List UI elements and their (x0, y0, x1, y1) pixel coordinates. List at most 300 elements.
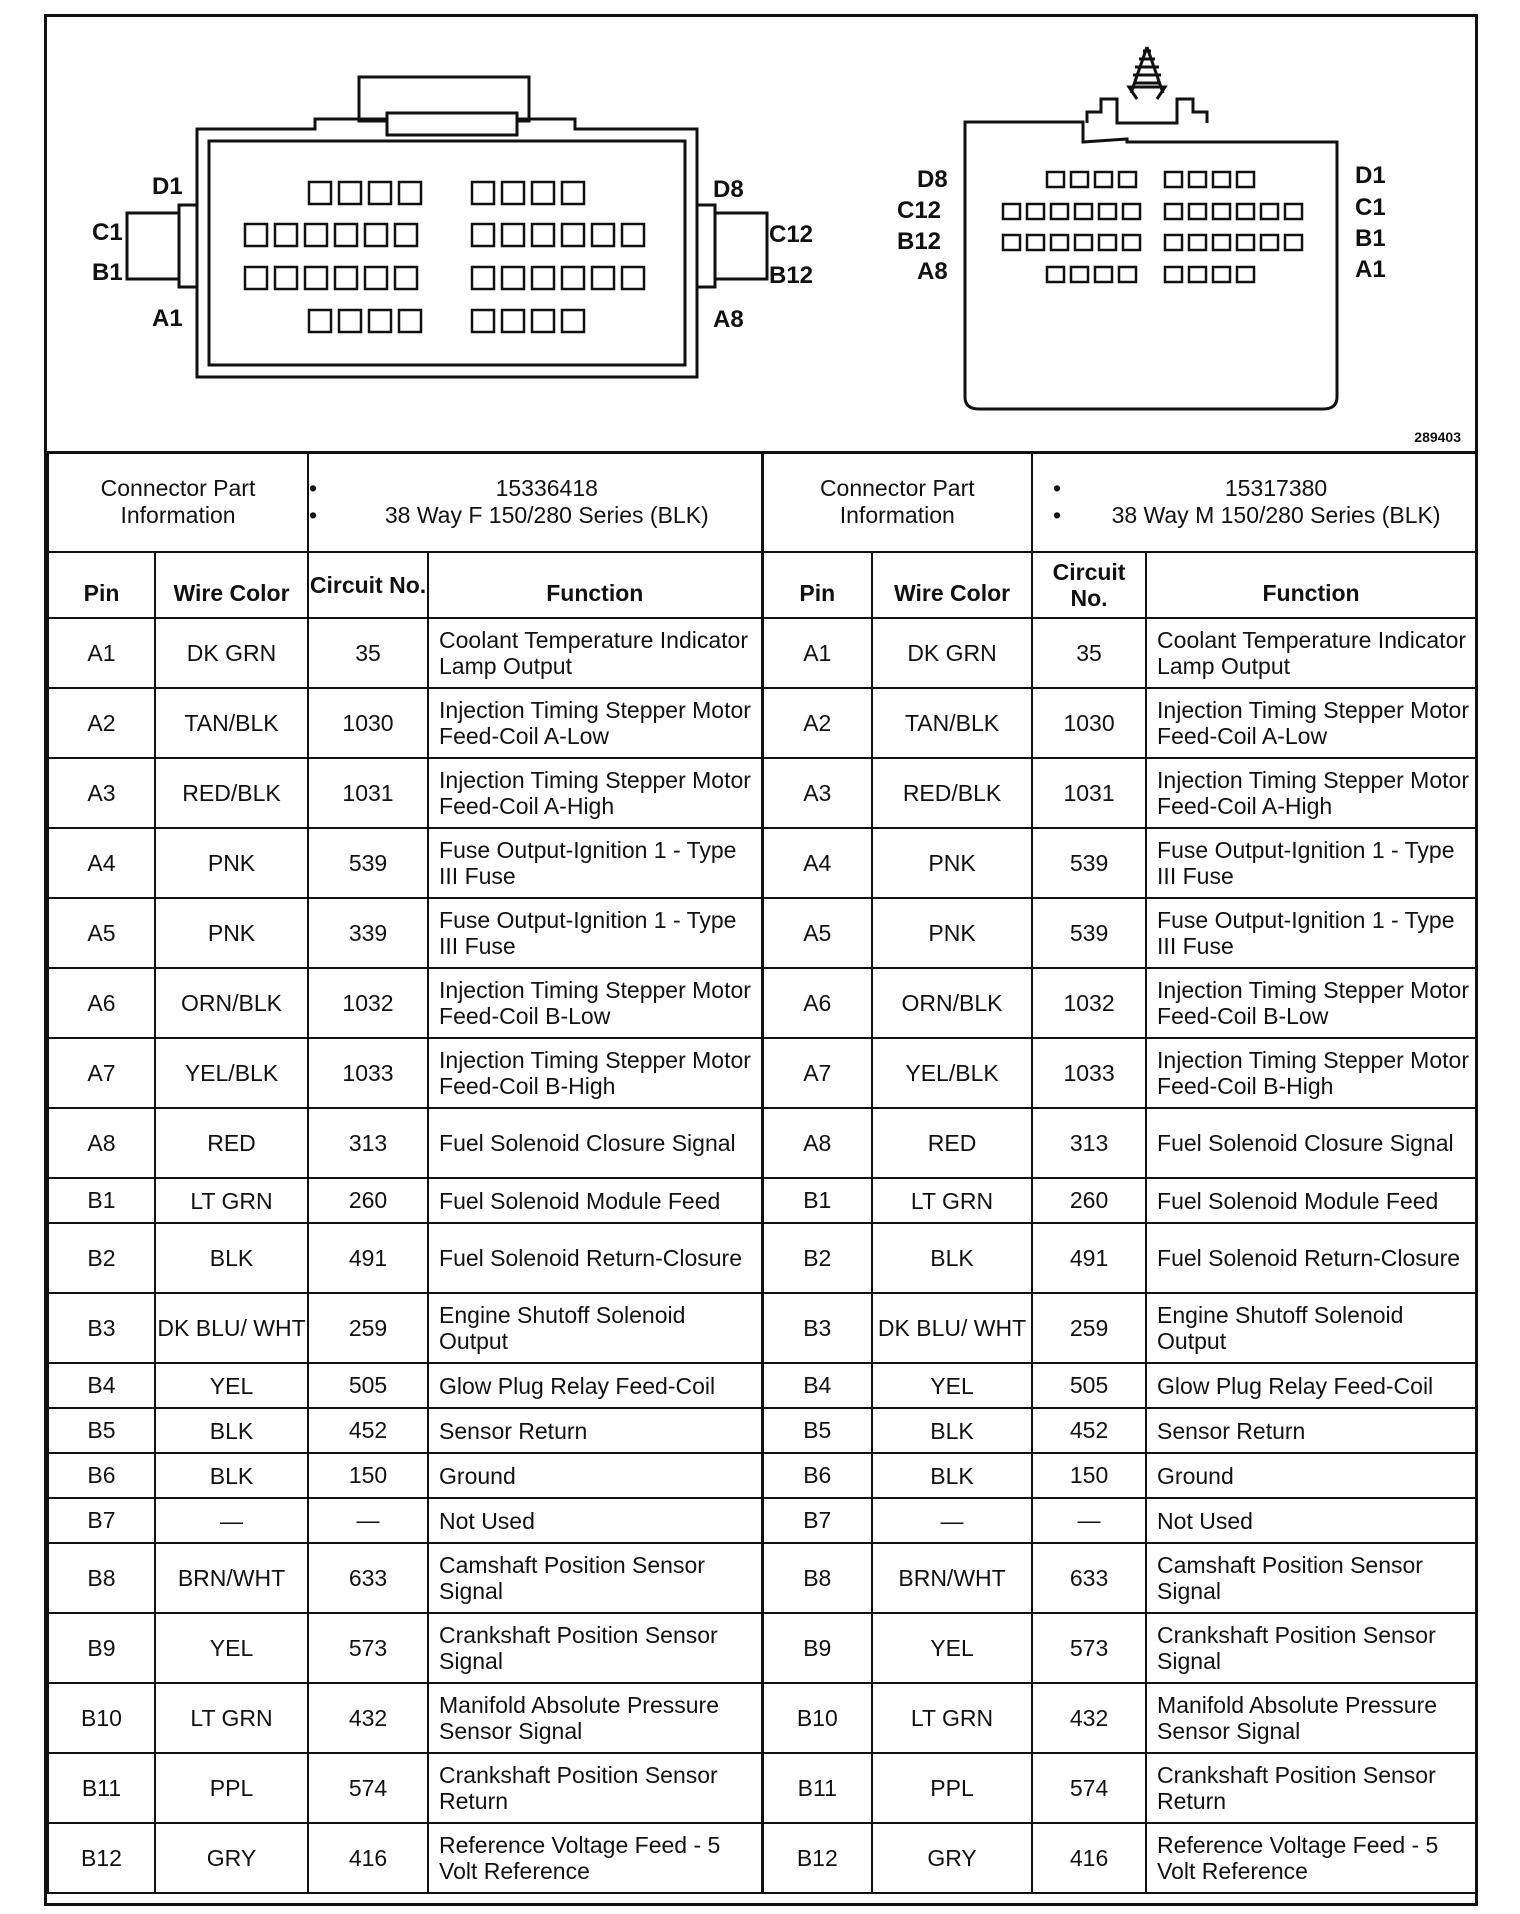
left-function-cell: Injection Timing Stepper Motor Feed-Coil A-Low (428, 688, 762, 758)
left-function-cell: Sensor Return (428, 1408, 762, 1453)
right-part-number: • 15317380 (1053, 475, 1475, 502)
left-pin-cell: B8 (48, 1543, 155, 1613)
left-wire-color-cell: BLK (155, 1453, 308, 1498)
left-function-cell: Fuel Solenoid Closure Signal (428, 1108, 762, 1178)
header-pin: Pin (48, 552, 155, 618)
right-function-cell: Camshaft Position Sensor Signal (1146, 1543, 1476, 1613)
right-circuit-no-cell: 1031 (1032, 758, 1146, 828)
right-pin-cell: B11 (762, 1753, 872, 1823)
left-function-cell: Glow Plug Relay Feed-Coil (428, 1363, 762, 1408)
cavity (335, 267, 357, 289)
left-label-c1: C1 (92, 219, 123, 246)
header-wire-color-right: Wire Color (872, 552, 1032, 618)
cavity (1237, 204, 1254, 219)
right-circuit-no-cell: 452 (1032, 1408, 1146, 1453)
cavity (562, 267, 584, 289)
cavity (335, 224, 357, 246)
right-circuit-no-cell: 313 (1032, 1108, 1146, 1178)
left-circuit-no-cell: 491 (308, 1223, 428, 1293)
left-label-a1: A1 (152, 305, 183, 332)
cavity (622, 267, 644, 289)
cavity (1051, 204, 1068, 219)
right-pin-cell: B5 (762, 1408, 872, 1453)
right-circuit-no-cell: 633 (1032, 1543, 1146, 1613)
right-pin-cell: B12 (762, 1823, 872, 1893)
cavity (502, 182, 524, 204)
cavity (1165, 235, 1182, 250)
cavity (1213, 267, 1230, 282)
table-row (48, 1363, 1476, 1408)
cavity (1123, 235, 1140, 250)
cavity (1189, 204, 1206, 219)
left-pin-cell: B2 (48, 1223, 155, 1293)
right-connector-drawing (965, 47, 1337, 409)
cavity (305, 224, 327, 246)
left-function-cell: Ground (428, 1453, 762, 1498)
cavity (1165, 204, 1182, 219)
cavity (622, 224, 644, 246)
cavity (245, 224, 267, 246)
right-wire-color-cell: PNK (872, 828, 1032, 898)
table-row (48, 1038, 1476, 1108)
right-circuit-no-cell: 491 (1032, 1223, 1146, 1293)
left-circuit-no-cell: 505 (308, 1363, 428, 1408)
cavity (1261, 235, 1278, 250)
right-pin-cell: A3 (762, 758, 872, 828)
right-pin-cell: A1 (762, 618, 872, 688)
left-wire-color-cell: LT GRN (155, 1683, 308, 1753)
left-wire-color-cell: YEL/BLK (155, 1038, 308, 1108)
cavity (399, 182, 421, 204)
right-function-cell: Ground (1146, 1453, 1476, 1498)
right-circuit-no-cell: 1032 (1032, 968, 1146, 1038)
cavity (502, 224, 524, 246)
right-wire-color-cell: LT GRN (872, 1178, 1032, 1223)
left-circuit-no-cell: 416 (308, 1823, 428, 1893)
right-circuit-no-cell: 539 (1032, 898, 1146, 968)
right-label-d8: D8 (917, 166, 948, 193)
right-function-cell: Injection Timing Stepper Motor Feed-Coil B-High (1146, 1038, 1476, 1108)
table-row (48, 1613, 1476, 1683)
right-label-b1: B1 (1355, 225, 1386, 252)
left-label-b1: B1 (92, 259, 123, 286)
cavity (369, 310, 391, 332)
cavity (1003, 235, 1020, 250)
left-function-cell: Fuse Output-Ignition 1 - Type III Fuse (428, 898, 762, 968)
right-wire-color-cell: ORN/BLK (872, 968, 1032, 1038)
left-pin-cell: A3 (48, 758, 155, 828)
table-row (48, 1543, 1476, 1613)
right-pin-cell: B9 (762, 1613, 872, 1683)
right-wire-color-cell: GRY (872, 1823, 1032, 1893)
right-label-a8: A8 (917, 258, 948, 285)
left-part-description: • 38 Way F 150/280 Series (BLK) (309, 502, 761, 529)
cavity (1285, 204, 1302, 219)
right-circuit-no-cell: 259 (1032, 1293, 1146, 1363)
cavity (1075, 204, 1092, 219)
left-label-d8: D8 (713, 176, 744, 203)
right-circuit-no-cell: 35 (1032, 618, 1146, 688)
left-pin-cell: B9 (48, 1613, 155, 1683)
right-pin-cell: B2 (762, 1223, 872, 1293)
cavity (532, 267, 554, 289)
right-wire-color-cell: BLK (872, 1408, 1032, 1453)
right-wire-color-cell: YEL (872, 1613, 1032, 1683)
cavity (1095, 172, 1112, 187)
connector-sheet (44, 14, 1478, 1906)
cavity (1213, 204, 1230, 219)
left-function-cell: Coolant Temperature Indicator Lamp Output (428, 618, 762, 688)
left-function-cell: Crankshaft Position Sensor Signal (428, 1613, 762, 1683)
right-circuit-no-cell: 150 (1032, 1453, 1146, 1498)
left-connector-drawing (127, 77, 767, 377)
left-function-cell: Injection Timing Stepper Motor Feed-Coil B-Low (428, 968, 762, 1038)
right-wire-color-cell: YEL/BLK (872, 1038, 1032, 1108)
right-wire-color-cell: DK GRN (872, 618, 1032, 688)
right-wire-color-cell: DK BLU/ WHT (872, 1293, 1032, 1363)
right-pin-cell: A2 (762, 688, 872, 758)
cavity (1047, 172, 1064, 187)
cavity (502, 310, 524, 332)
right-circuit-no-cell: 1030 (1032, 688, 1146, 758)
left-pin-cell: B6 (48, 1453, 155, 1498)
cavity (1165, 267, 1182, 282)
left-circuit-no-cell: — (308, 1498, 428, 1543)
right-circuit-no-cell: 574 (1032, 1753, 1146, 1823)
left-circuit-no-cell: 339 (308, 898, 428, 968)
right-label-c12: C12 (897, 197, 942, 224)
left-function-cell: Reference Voltage Feed - 5 Volt Reference (428, 1823, 762, 1893)
table-row (48, 1408, 1476, 1453)
cavity (472, 310, 494, 332)
left-pin-cell: B5 (48, 1408, 155, 1453)
left-connector-cavities (245, 182, 644, 332)
table-row (48, 1293, 1476, 1363)
left-circuit-no-cell: 452 (308, 1408, 428, 1453)
cavity (1123, 204, 1140, 219)
cavity (1027, 204, 1044, 219)
cavity (1119, 172, 1136, 187)
header-wire-color: Wire Color (155, 552, 308, 618)
cavity (592, 224, 614, 246)
left-circuit-no-cell: 313 (308, 1108, 428, 1178)
left-part-number: • 15336418 (309, 475, 761, 502)
cavity (395, 267, 417, 289)
right-wire-color-cell: PNK (872, 898, 1032, 968)
table-row (48, 758, 1476, 828)
left-pin-cell: B12 (48, 1823, 155, 1893)
cavity (1071, 172, 1088, 187)
left-label-a8: A8 (713, 306, 744, 333)
table-row (48, 1823, 1476, 1893)
cavity (532, 310, 554, 332)
cavity (245, 267, 267, 289)
right-function-cell: Engine Shutoff Solenoid Output (1146, 1293, 1476, 1363)
cavity (1237, 235, 1254, 250)
left-pin-cell: A5 (48, 898, 155, 968)
left-circuit-no-cell: 259 (308, 1293, 428, 1363)
header-pin-right: Pin (762, 552, 872, 618)
left-pin-cell: B4 (48, 1363, 155, 1408)
right-circuit-no-cell: — (1032, 1498, 1146, 1543)
cavity (1237, 172, 1254, 187)
right-pin-cell: B10 (762, 1683, 872, 1753)
cavity (472, 182, 494, 204)
cavity (1099, 235, 1116, 250)
right-label-b12: B12 (897, 228, 942, 255)
cavity (562, 182, 584, 204)
right-wire-color-cell: BLK (872, 1223, 1032, 1293)
right-wire-color-cell: RED/BLK (872, 758, 1032, 828)
right-wire-color-cell: YEL (872, 1363, 1032, 1408)
right-pin-cell: B4 (762, 1363, 872, 1408)
right-connector-part-info (1032, 452, 1476, 552)
right-pin-cell: B6 (762, 1453, 872, 1498)
cavity (309, 310, 331, 332)
left-wire-color-cell: BLK (155, 1223, 308, 1293)
cavity (1047, 267, 1064, 282)
table-row (48, 898, 1476, 968)
right-pin-cell: B7 (762, 1498, 872, 1543)
cavity (1003, 204, 1020, 219)
left-wire-color-cell: PNK (155, 828, 308, 898)
figure-number: 289403 (1414, 429, 1461, 445)
right-wire-color-cell: PPL (872, 1753, 1032, 1823)
cavity (1237, 267, 1254, 282)
right-pin-cell: B8 (762, 1543, 872, 1613)
left-wire-color-cell: PNK (155, 898, 308, 968)
left-wire-color-cell: TAN/BLK (155, 688, 308, 758)
left-function-cell: Not Used (428, 1498, 762, 1543)
left-function-cell: Fuse Output-Ignition 1 - Type III Fuse (428, 828, 762, 898)
left-wire-color-cell: DK GRN (155, 618, 308, 688)
left-pin-cell: B1 (48, 1178, 155, 1223)
left-wire-color-cell: BRN/WHT (155, 1543, 308, 1613)
cavity (1165, 172, 1182, 187)
cavity (1095, 267, 1112, 282)
left-circuit-no-cell: 260 (308, 1178, 428, 1223)
left-wire-color-cell: LT GRN (155, 1178, 308, 1223)
right-label-a1: A1 (1355, 256, 1386, 283)
right-circuit-no-cell: 432 (1032, 1683, 1146, 1753)
cavity (309, 182, 331, 204)
right-wire-color-cell: RED (872, 1108, 1032, 1178)
table-row (48, 1453, 1476, 1498)
header-circuit-no: Circuit No. (308, 552, 428, 618)
right-wire-color-cell: LT GRN (872, 1683, 1032, 1753)
left-pin-cell: A1 (48, 618, 155, 688)
right-circuit-no-cell: 539 (1032, 828, 1146, 898)
left-wire-color-cell: RED/BLK (155, 758, 308, 828)
right-function-cell: Crankshaft Position Sensor Signal (1146, 1613, 1476, 1683)
table-row (48, 688, 1476, 758)
right-wire-color-cell: BLK (872, 1453, 1032, 1498)
right-pin-cell: A7 (762, 1038, 872, 1108)
right-circuit-no-cell: 1033 (1032, 1038, 1146, 1108)
right-function-cell: Manifold Absolute Pressure Sensor Signal (1146, 1683, 1476, 1753)
cavity (1071, 267, 1088, 282)
right-pin-cell: A6 (762, 968, 872, 1038)
left-wire-color-cell: YEL (155, 1363, 308, 1408)
cavity (1075, 235, 1092, 250)
left-function-cell: Injection Timing Stepper Motor Feed-Coil A-High (428, 758, 762, 828)
left-circuit-no-cell: 1033 (308, 1038, 428, 1108)
cavity (365, 267, 387, 289)
right-function-cell: Reference Voltage Feed - 5 Volt Reference (1146, 1823, 1476, 1893)
right-wire-color-cell: TAN/BLK (872, 688, 1032, 758)
right-pin-cell: A5 (762, 898, 872, 968)
cavity (1027, 235, 1044, 250)
left-function-cell: Camshaft Position Sensor Signal (428, 1543, 762, 1613)
cavity (1051, 235, 1068, 250)
cavity (1119, 267, 1136, 282)
right-circuit-no-cell: 416 (1032, 1823, 1146, 1893)
left-function-cell: Crankshaft Position Sensor Return (428, 1753, 762, 1823)
right-function-cell: Fuel Solenoid Module Feed (1146, 1178, 1476, 1223)
column-header-row (48, 552, 1476, 618)
header-function-right: Function (1146, 552, 1476, 618)
left-circuit-no-cell: 150 (308, 1453, 428, 1498)
cavity (1099, 204, 1116, 219)
left-wire-color-cell: RED (155, 1108, 308, 1178)
right-label-d1: D1 (1355, 162, 1386, 189)
cavity (562, 224, 584, 246)
left-label-b12: B12 (769, 262, 814, 289)
left-circuit-no-cell: 1032 (308, 968, 428, 1038)
cavity (369, 182, 391, 204)
right-wire-color-cell: — (872, 1498, 1032, 1543)
left-pin-cell: B10 (48, 1683, 155, 1753)
right-circuit-no-cell: 505 (1032, 1363, 1146, 1408)
table-row (48, 618, 1476, 688)
right-function-cell: Fuel Solenoid Return-Closure (1146, 1223, 1476, 1293)
table-row (48, 1753, 1476, 1823)
left-pin-cell: B7 (48, 1498, 155, 1543)
connector-diagram (47, 17, 1475, 454)
cavity (339, 310, 361, 332)
left-function-cell: Injection Timing Stepper Motor Feed-Coil B-High (428, 1038, 762, 1108)
cavity (532, 182, 554, 204)
cavity (275, 267, 297, 289)
left-connector-part-label: Connector Part Information (48, 452, 308, 552)
cavity (1213, 235, 1230, 250)
cavity (532, 224, 554, 246)
left-pin-cell: A7 (48, 1038, 155, 1108)
left-wire-color-cell: DK BLU/ WHT (155, 1293, 308, 1363)
left-function-cell: Engine Shutoff Solenoid Output (428, 1293, 762, 1363)
table-row (48, 968, 1476, 1038)
left-pin-cell: A6 (48, 968, 155, 1038)
left-function-cell: Fuel Solenoid Return-Closure (428, 1223, 762, 1293)
left-function-cell: Fuel Solenoid Module Feed (428, 1178, 762, 1223)
right-circuit-no-cell: 573 (1032, 1613, 1146, 1683)
cavity (502, 267, 524, 289)
right-function-cell: Not Used (1146, 1498, 1476, 1543)
cavity (562, 310, 584, 332)
left-pin-cell: A4 (48, 828, 155, 898)
right-pin-cell: A8 (762, 1108, 872, 1178)
table-row (48, 1108, 1476, 1178)
connector-drawings (47, 17, 1475, 451)
left-wire-color-cell: YEL (155, 1613, 308, 1683)
left-wire-color-cell: BLK (155, 1408, 308, 1453)
cavity (1213, 172, 1230, 187)
cavity (1189, 235, 1206, 250)
left-circuit-no-cell: 432 (308, 1683, 428, 1753)
cavity (592, 267, 614, 289)
table-row (48, 1683, 1476, 1753)
connector-info-row (48, 452, 1476, 552)
table-row (48, 1498, 1476, 1543)
cavity (472, 267, 494, 289)
left-wire-color-cell: — (155, 1498, 308, 1543)
left-pin-cell: A8 (48, 1108, 155, 1178)
cavity (365, 224, 387, 246)
left-wire-color-cell: PPL (155, 1753, 308, 1823)
cavity (395, 224, 417, 246)
left-function-cell: Manifold Absolute Pressure Sensor Signal (428, 1683, 762, 1753)
cavity (339, 182, 361, 204)
right-connector-part-label: Connector Part Information (762, 452, 1032, 552)
right-pin-cell: B3 (762, 1293, 872, 1363)
right-function-cell: Sensor Return (1146, 1408, 1476, 1453)
left-circuit-no-cell: 573 (308, 1613, 428, 1683)
left-label-c12: C12 (769, 221, 814, 248)
right-circuit-no-cell: 260 (1032, 1178, 1146, 1223)
pinout-table (47, 451, 1477, 1894)
right-function-cell: Glow Plug Relay Feed-Coil (1146, 1363, 1476, 1408)
table-row (48, 1223, 1476, 1293)
left-circuit-no-cell: 633 (308, 1543, 428, 1613)
right-function-cell: Fuse Output-Ignition 1 - Type III Fuse (1146, 898, 1476, 968)
right-part-description: • 38 Way M 150/280 Series (BLK) (1053, 502, 1475, 529)
table-row (48, 1178, 1476, 1223)
header-circuit-no-right: Circuit No. (1032, 552, 1146, 618)
right-function-cell: Injection Timing Stepper Motor Feed-Coil B-Low (1146, 968, 1476, 1038)
right-label-c1: C1 (1355, 194, 1386, 221)
left-circuit-no-cell: 35 (308, 618, 428, 688)
left-circuit-no-cell: 1030 (308, 688, 428, 758)
left-pin-cell: B3 (48, 1293, 155, 1363)
cavity (305, 267, 327, 289)
left-connector-part-info (308, 452, 762, 552)
right-function-cell: Fuse Output-Ignition 1 - Type III Fuse (1146, 828, 1476, 898)
cavity (275, 224, 297, 246)
right-pin-cell: A4 (762, 828, 872, 898)
right-connector-cavities (1003, 172, 1302, 282)
left-pin-cell: B11 (48, 1753, 155, 1823)
right-function-cell: Injection Timing Stepper Motor Feed-Coil A-Low (1146, 688, 1476, 758)
right-function-cell: Crankshaft Position Sensor Return (1146, 1753, 1476, 1823)
right-function-cell: Injection Timing Stepper Motor Feed-Coil A-High (1146, 758, 1476, 828)
cavity (1189, 267, 1206, 282)
left-circuit-no-cell: 539 (308, 828, 428, 898)
left-pin-cell: A2 (48, 688, 155, 758)
cavity (399, 310, 421, 332)
left-circuit-no-cell: 1031 (308, 758, 428, 828)
left-wire-color-cell: GRY (155, 1823, 308, 1893)
cavity (1285, 235, 1302, 250)
cavity (1261, 204, 1278, 219)
table-row (48, 828, 1476, 898)
right-wire-color-cell: BRN/WHT (872, 1543, 1032, 1613)
left-label-d1: D1 (152, 173, 183, 200)
left-circuit-no-cell: 574 (308, 1753, 428, 1823)
right-function-cell: Coolant Temperature Indicator Lamp Output (1146, 618, 1476, 688)
cavity (1189, 172, 1206, 187)
cavity (472, 224, 494, 246)
right-function-cell: Fuel Solenoid Closure Signal (1146, 1108, 1476, 1178)
